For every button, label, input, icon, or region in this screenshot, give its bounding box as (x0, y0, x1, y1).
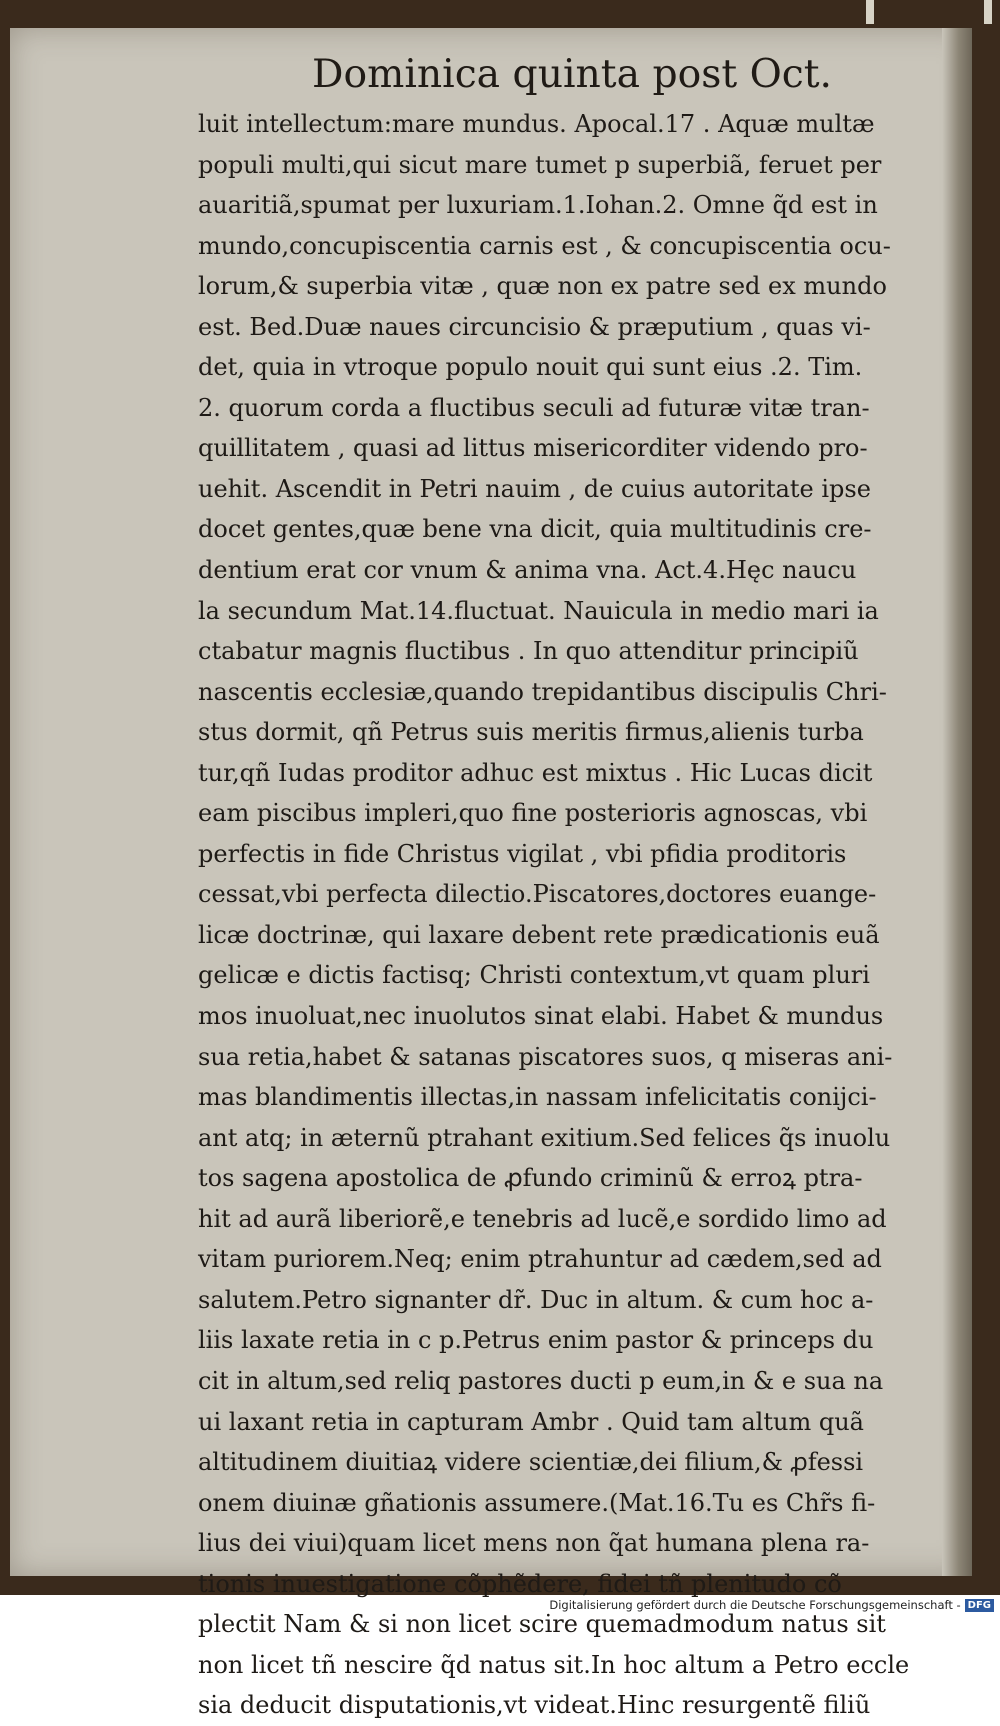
text-line: gelicæ e dictis factisq; Christi contextum,vt quam pluri (198, 961, 870, 990)
text-line: salutem.Petro signanter dr̃. Duc in altum. & cum hoc a- (198, 1285, 874, 1314)
text-line: nascentis ecclesiæ,quando trepidantibus discipulis Chri- (198, 677, 887, 706)
page-header: Dominica quinta post Oct. (312, 52, 833, 97)
text-line: altitudinem diuitiaꝝ videre scientiæ,dei filium,& ꝓfessi (198, 1448, 864, 1477)
text-line: sia deducit disputationis,vt videat.Hinc resurgentẽ filiũ (198, 1691, 871, 1720)
scan-edge-mark (984, 0, 992, 24)
text-line: lius dei viui)quam licet mens non q̃at humana plena ra- (198, 1529, 870, 1558)
text-line: ui laxant retia in capturam Ambr . Quid tam altum quã (198, 1407, 864, 1436)
text-line: onem diuinæ gñationis assumere.(Mat.16.Tu es Chr̃s fi- (198, 1488, 876, 1517)
text-line: la secundum Mat.14.fluctuat. Nauicula in medio mari ia (198, 596, 879, 625)
text-line: mundo,concupiscentia carnis est , & concupiscentia ocu- (198, 231, 891, 260)
text-line: cessat,vbi perfecta dilectio.Piscatores,doctores euange- (198, 880, 877, 909)
text-line: eam piscibus impleri,quo fine posterioris agnoscas, vbi (198, 799, 868, 828)
text-line: uehit. Ascendit in Petri nauim , de cuius autoritate ipse (198, 474, 871, 503)
text-line: quillitatem , quasi ad littus misericorditer videndo pro- (198, 434, 868, 463)
text-line: sua retia,habet & satanas piscatores suos, q miseras ani- (198, 1042, 893, 1071)
text-line: tionis inuestigatione cõphẽdere, fidei tñ plenitudo cõ (198, 1569, 842, 1598)
text-line: tur,qñ Iudas proditor adhuc est mixtus . Hic Lucas dicit (198, 758, 873, 787)
text-line: dentium erat cor vnum & anima vna. Act.4.Hęc naucu (198, 556, 857, 585)
text-line: docet gentes,quæ bene vna dicit, quia multitudinis cre- (198, 515, 872, 544)
text-line: plectit Nam & si non licet scire quemadmodum natus sit (198, 1610, 886, 1639)
text-line: liis laxate retia in c p.Petrus enim pastor & princeps du (198, 1326, 874, 1355)
page-gutter (942, 28, 972, 1576)
text-line: cit in altum,sed reliq pastores ducti p eum,in & e sua na (198, 1366, 884, 1395)
credit-text: Digitalisierung gefördert durch die Deutsche Forschungsgemeinschaft - (549, 1598, 961, 1612)
text-line: lorum,& superbia vitæ , quæ non ex patre sed ex mundo (198, 272, 887, 301)
page-text (198, 104, 920, 1726)
text-line: est. Bed.Duæ naues circuncisio & præputium , quas vi- (198, 312, 871, 341)
text-line: det, quia in vtroque populo nouit qui sunt eius .2. Tim. (198, 353, 863, 382)
text-line: mas blandimentis illectas,in nassam infelicitatis conijci- (198, 1083, 877, 1112)
text-line: 2. quorum corda a fluctibus seculi ad futuræ vitæ tran- (198, 393, 870, 422)
text-line: non licet tñ nescire q̃d natus sit.In hoc altum a Petro eccle (198, 1650, 910, 1679)
text-line: luit intellectum:mare mundus. Apocal.17 . Aquæ multæ (198, 110, 875, 138)
text-line: ctabatur magnis fluctibus . In quo attenditur principiũ (198, 637, 859, 666)
text-line: stus dormit, qñ Petrus suis meritis firmus,alienis turba (198, 718, 864, 747)
text-line: tos sagena apostolica de ꝓfundo criminũ & erroꝝ ptra- (198, 1164, 863, 1193)
scan-edge-mark (866, 0, 874, 24)
text-line: hit ad aurã liberiorẽ,e tenebris ad lucẽ,e sordido limo ad (198, 1204, 887, 1233)
text-line: licæ doctrinæ, qui laxare debent rete prædicationis euã (198, 920, 880, 949)
text-line: mos inuoluat,nec inuolutos sinat elabi. Habet & mundus (198, 1002, 884, 1031)
text-line: auaritiã,spumat per luxuriam.1.Iohan.2. Omne q̃d est in (198, 191, 878, 220)
dfg-logo: DFG (965, 1599, 994, 1612)
text-line: vitam puriorem.Neq; enim ptrahuntur ad cædem,sed ad (198, 1245, 882, 1274)
digitization-credit (549, 1597, 994, 1613)
text-line: populi multi,qui sicut mare tumet p superbiã, feruet per (198, 150, 882, 179)
text-line: perfectis in fide Christus vigilat , vbi pfidia proditoris (198, 839, 847, 868)
text-line: ant atq; in æternũ ptrahant exitium.Sed felices q̃s inuolu (198, 1123, 891, 1152)
